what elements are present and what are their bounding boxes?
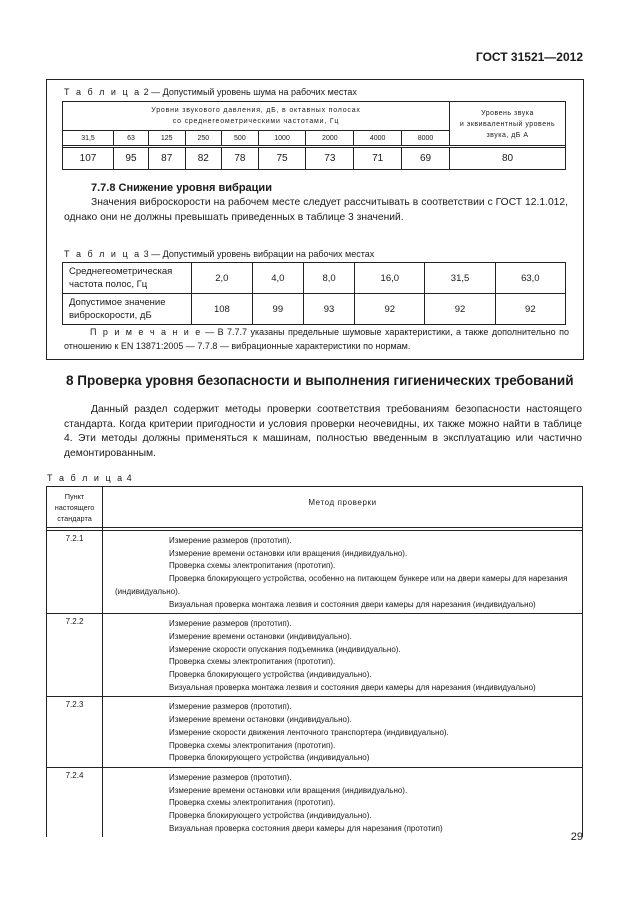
method-line: Проверка блокирующего устройства (индивидуально). xyxy=(169,670,372,680)
method-line: Измерение размеров (прототип). xyxy=(169,772,292,782)
noise-value-cell: 69 xyxy=(402,148,450,170)
noise-total-cell: 80 xyxy=(450,148,566,170)
frequency-cell: 125 xyxy=(148,131,185,146)
method-cell xyxy=(103,697,583,768)
noise-value-cell: 95 xyxy=(114,148,149,170)
section-778-text: Значения виброскорости на рабочем месте следует рассчитывать в соответствии с ГОСТ 12.1.012, однако они не должны превышать приведенных в таблице 3 значений. xyxy=(64,197,568,223)
noise-table xyxy=(62,101,566,170)
method-cell xyxy=(103,614,583,697)
vibration-value-cell: 92 xyxy=(495,294,565,325)
vibration-freq-cell: 4,0 xyxy=(252,263,303,294)
vibration-freq-cell: 8,0 xyxy=(303,263,354,294)
table-row xyxy=(47,614,583,697)
method-cell xyxy=(103,531,583,614)
noise-level-header: Уровень звука и эквивалентный уровень звука, дБ А xyxy=(450,102,566,146)
vibration-freq-cell: 31,5 xyxy=(425,263,495,294)
vibration-value-cell: 92 xyxy=(425,294,495,325)
table3-caption-label: Т а б л и ц а xyxy=(64,249,142,259)
frequency-cell: 8000 xyxy=(402,131,450,146)
clause-column-header: Пункт настоящего стандарта xyxy=(47,487,103,528)
clause-cell: 7.2.2 xyxy=(47,614,103,697)
clause-cell: 7.2.1 xyxy=(47,531,103,614)
method-line: Измерение времени остановки или вращения (индивидуально). xyxy=(169,548,408,558)
method-line: Измерение времени остановки (индивидуально). xyxy=(169,715,352,725)
vibration-value-cell: 92 xyxy=(355,294,425,325)
vibration-freq-cell: 2,0 xyxy=(192,263,253,294)
table4-caption xyxy=(47,473,132,483)
method-line: Измерение времени остановки (индивидуально). xyxy=(169,631,352,641)
frequency-cell: 250 xyxy=(185,131,222,146)
frame-top-rule xyxy=(46,79,583,80)
table3-caption-text: 3 — Допустимый уровень вибрации на рабочих местах xyxy=(143,249,375,259)
table-row xyxy=(47,767,583,837)
vibration-freq-cell: 63,0 xyxy=(495,263,565,294)
table-row xyxy=(47,697,583,768)
method-line: Проверка схемы электропитания (прототип). xyxy=(169,740,336,750)
vibration-freq-cell: 16,0 xyxy=(355,263,425,294)
method-line: Измерение размеров (прототип). xyxy=(169,619,292,629)
table2-caption-label: Т а б л и ц а xyxy=(64,87,142,97)
method-line: Проверка блокирующего устройства (индивидуально) xyxy=(169,753,370,763)
noise-value-cell: 71 xyxy=(354,148,402,170)
method-line: Проверка схемы электропитания (прототип). xyxy=(169,657,336,667)
page-number: 29 xyxy=(570,831,583,843)
note-label: П р и м е ч а н и е xyxy=(90,327,202,337)
section-8-heading: 8 Проверка уровня безопасности и выполнения гигиенических требований xyxy=(66,373,574,388)
noise-value-cell: 87 xyxy=(148,148,185,170)
method-line: Измерение размеров (прототип). xyxy=(169,536,292,545)
section-8-intro: Данный раздел содержит методы проверки соответствия требованиям безопасности настоящего стандарта. Когда критерии пригодности и условия проверки неочевидны, их также можно найти в таблице 4. Эти методы должны применяться к машинам, полностью введенным в эксплуатацию или частично демонтированным. xyxy=(64,404,582,459)
frequency-cell: 1000 xyxy=(258,131,306,146)
frequency-cell: 500 xyxy=(222,131,259,146)
noise-value-cell: 73 xyxy=(306,148,354,170)
frequency-cell: 4000 xyxy=(354,131,402,146)
method-line: Визуальная проверка состояния двери камеры для нарезания (прототип) xyxy=(169,823,443,833)
method-line: Измерение скорости движения ленточного транспортера (индивидуально). xyxy=(169,727,449,737)
note-text: — В 7.7.7 указаны предельные шумовые характеристики, а также дополнительно по отношению к EN 13871:2005 — 7.7.8 — вибрационные характеристики по нормам. xyxy=(64,327,569,351)
vibration-value-cell: 99 xyxy=(252,294,303,325)
table4-caption-label: Т а б л и ц а xyxy=(47,473,125,483)
table2-caption xyxy=(64,87,357,97)
frequency-cell: 2000 xyxy=(306,131,354,146)
table2-caption-text: 2 — Допустимый уровень шума на рабочих местах xyxy=(143,87,357,97)
frequency-cell: 31,5 xyxy=(63,131,114,146)
noise-value-cell: 82 xyxy=(185,148,222,170)
section-778-heading: 7.7.8 Снижение уровня вибрации xyxy=(91,182,272,194)
vibration-value-label: Допустимое значение виброскорости, дБ xyxy=(63,294,192,325)
table-row xyxy=(47,531,583,614)
noise-value-cell: 107 xyxy=(63,148,114,170)
method-line: Визуальная проверка монтажа лезвия и состояния двери камеры для нарезания (индивидуально) xyxy=(169,682,536,692)
method-line: Измерение размеров (прототип). xyxy=(169,702,292,712)
frequency-cell: 63 xyxy=(114,131,149,146)
clause-cell: 7.2.3 xyxy=(47,697,103,768)
vibration-table xyxy=(62,262,566,325)
verification-table xyxy=(46,486,583,837)
table3-caption xyxy=(64,249,374,259)
method-line: Проверка схемы электропитания (прототип). xyxy=(169,561,336,571)
vibration-value-cell: 108 xyxy=(192,294,253,325)
noise-value-cell: 78 xyxy=(222,148,259,170)
method-line: Визуальная проверка монтажа лезвия и состояния двери камеры для нарезания (индивидуально) xyxy=(169,599,536,609)
method-column-header: Метод проверки xyxy=(103,487,583,528)
document-id: ГОСТ 31521—2012 xyxy=(475,50,583,64)
noise-value-cell: 75 xyxy=(258,148,306,170)
vibration-freq-label: Среднегеометрическая частота полос, Гц xyxy=(63,263,192,294)
method-line: Измерение времени остановки или вращения (индивидуально). xyxy=(169,785,408,795)
method-line: Проверка блокирующего устройства (индивидуально). xyxy=(169,811,372,821)
clause-cell: 7.2.4 xyxy=(47,767,103,837)
method-line: Проверка схемы электропитания (прототип). xyxy=(169,798,336,808)
vibration-value-cell: 93 xyxy=(303,294,354,325)
method-line: Измерение скорости опускания подъемника (индивидуально). xyxy=(169,644,401,654)
noise-group-header: Уровни звукового давления, дБ, в октавных полосах со среднегеометрическими частотами, Гц xyxy=(63,102,450,131)
table4-caption-text: 4 xyxy=(126,473,132,483)
method-line: Проверка блокирующего устройства, особенно на питающем бункере или на двери камеры для нарезания (индивидуально). xyxy=(115,574,568,596)
note xyxy=(64,325,569,353)
method-cell xyxy=(103,767,583,837)
